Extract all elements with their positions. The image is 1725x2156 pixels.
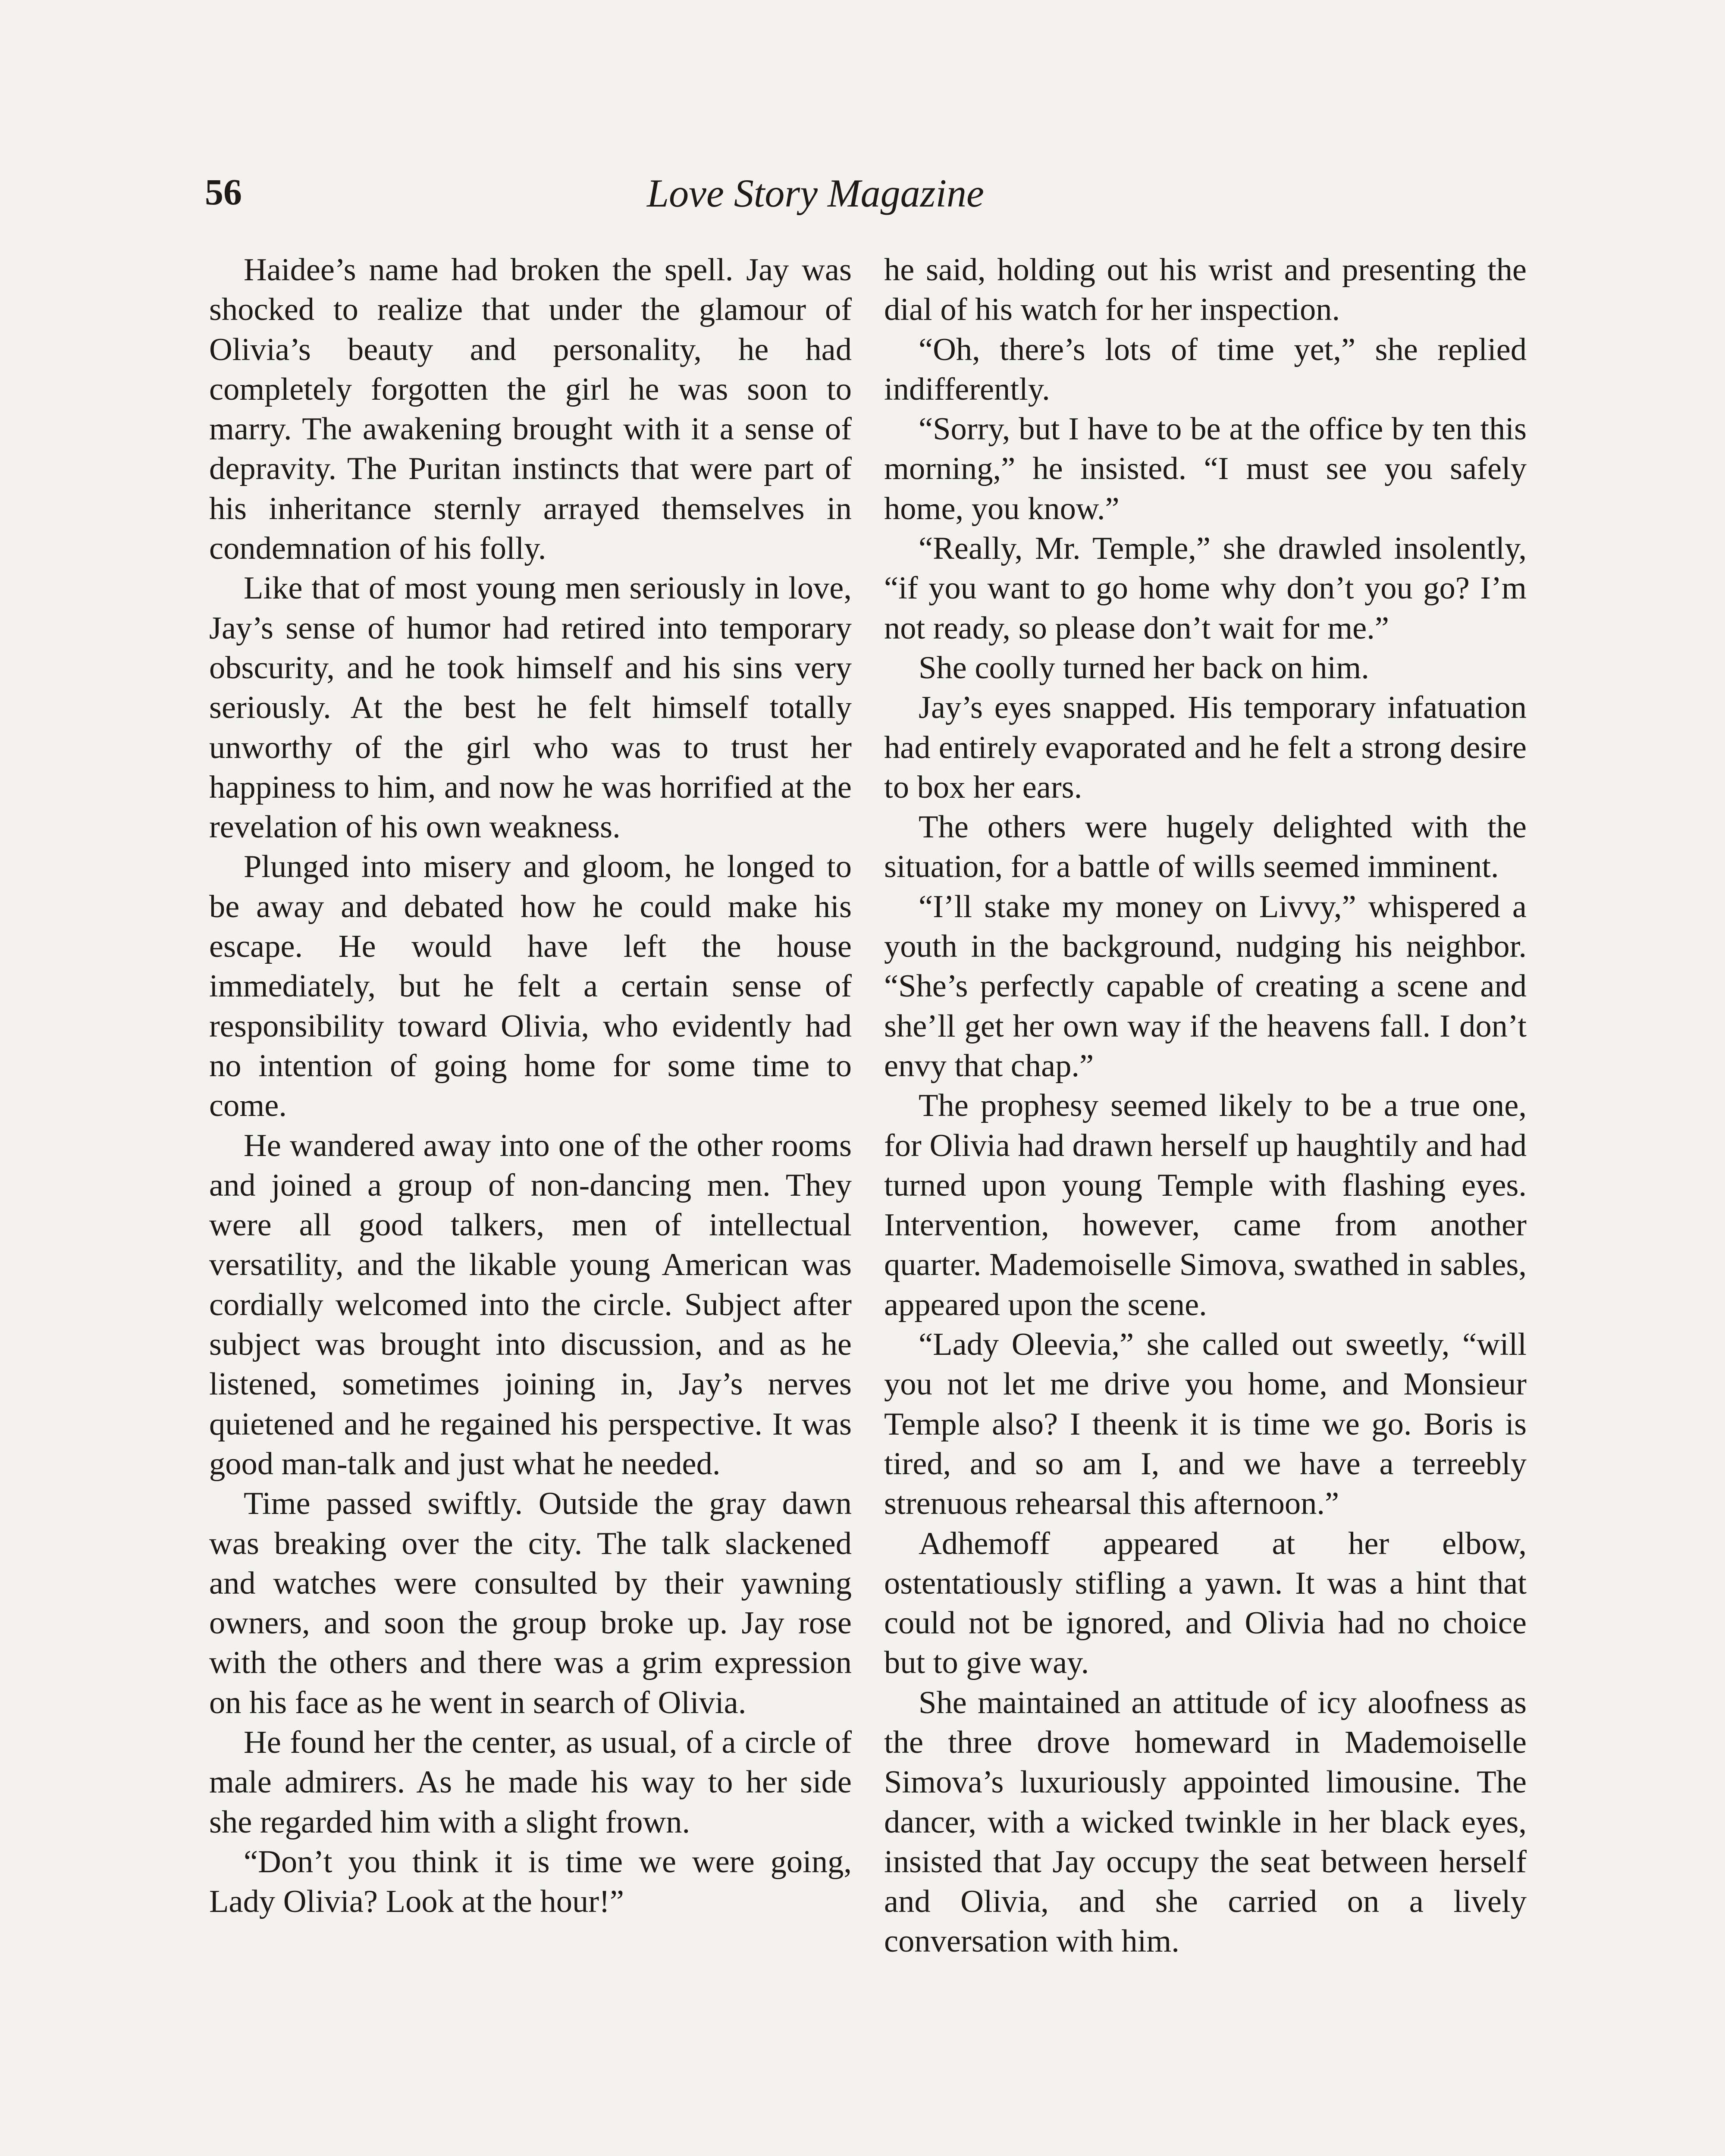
paragraph: Jay’s eyes snapped. His temporary infatuation had entirely evaporated and he felt a strong desire to box her ears. (884, 690, 1527, 805)
paragraph: “Don’t you think it is time we were going, Lady Olivia? Look at the hour!” (209, 1844, 852, 1920)
paragraph: “Oh, there’s lots of time yet,” she replied indifferently. (884, 332, 1527, 407)
paragraph: Haidee’s name had broken the spell. Jay was shocked to realize that under the glamour of Olivia’s beauty and personality, he had completely forgotten the girl he was soon to marry. The awakening brought with it a sense of depravity. The Puritan instincts that were part of his inheritance sternly arrayed themselves in condemnation of his folly. (209, 252, 852, 567)
running-head: Love Story Magazine (647, 171, 984, 215)
paragraph: Like that of most young men seriously in love, Jay’s sense of humor had retired into temporary obscurity, and he took himself and his sins very seriously. At the best he felt himself totally unworthy of the girl who was to trust her happiness to him, and now he was horrified at the revelation of his own weakness. (209, 570, 852, 845)
paragraph: “Lady Oleevia,” she called out sweetly, “will you not let me drive you home, and Monsieur Temple also? I theenk it is time we go. Boris is tired, and so am I, and we have a terreebly strenuous rehearsal this afternoon.” (884, 1327, 1527, 1522)
paragraph: She coolly turned her back on him. (919, 650, 1369, 686)
paragraph: She maintained an attitude of icy aloofness as the three drove homeward in Mademoiselle Simova’s luxuriously appointed limousine. The dancer, with a wicked twinkle in her black eyes, insisted that Jay occupy the seat between herself and Olivia, and she carried on a lively conversation with him. (884, 1685, 1527, 1959)
paragraph: Plunged into misery and gloom, he longed to be away and debated how he could make his escape. He would have left the house immediately, but he felt a certain sense of responsibility toward Olivia, who evidently had no intention of going home for some time to come. (209, 849, 852, 1124)
paragraph: The prophesy seemed likely to be a true one, for Olivia had drawn herself up haughtily and had turned upon young Temple with flashing eyes. Intervention, however, came from another quarter. Mademoiselle Simova, swathed in sables, appeared upon the scene. (884, 1088, 1527, 1322)
right-column (884, 250, 1527, 1962)
paragraph: “Sorry, but I have to be at the office by ten this morning,” he insisted. “I must see you safely home, you know.” (884, 411, 1527, 526)
paragraph: He wandered away into one of the other rooms and joined a group of non-dancing men. They were all good talkers, men of intellectual versatility, and the likable young American was cordially welcomed into the circle. Subject after subject was brought into discussion, and as he listened, sometimes joining in, Jay’s nerves quietened and he regained his perspective. It was good man-talk and just what he needed. (209, 1128, 852, 1482)
left-column (209, 250, 852, 1921)
page-number: 56 (205, 171, 242, 213)
paragraph: Time passed swiftly. Outside the gray dawn was breaking over the city. The talk slackened and watches were consulted by their yawning owners, and soon the group broke up. Jay rose with the others and there was a grim expression on his face as he went in search of Olivia. (209, 1486, 852, 1720)
paragraph: “Really, Mr. Temple,” she drawled insolently, “if you want to go home why don’t you go? I’m not ready, so please don’t wait for me.” (884, 531, 1527, 646)
paragraph-continuation: he said, holding out his wrist and presenting the dial of his watch for her inspection. (884, 252, 1527, 328)
paragraph: The others were hugely delighted with the situation, for a battle of wills seemed imminent. (884, 809, 1527, 885)
paragraph: “I’ll stake my money on Livvy,” whispered a youth in the background, nudging his neighbor. “She’s perfectly capable of creating a scene and she’ll get her own way if the heavens fall. I don’t envy that chap.” (884, 889, 1527, 1084)
paragraph: He found her the center, as usual, of a circle of male admirers. As he made his way to her side she regarded him with a slight frown. (209, 1724, 852, 1840)
paragraph: Adhemoff appeared at her elbow, ostentatiously stifling a yawn. It was a hint that could not be ignored, and Olivia had no choice but to give way. (884, 1526, 1527, 1681)
